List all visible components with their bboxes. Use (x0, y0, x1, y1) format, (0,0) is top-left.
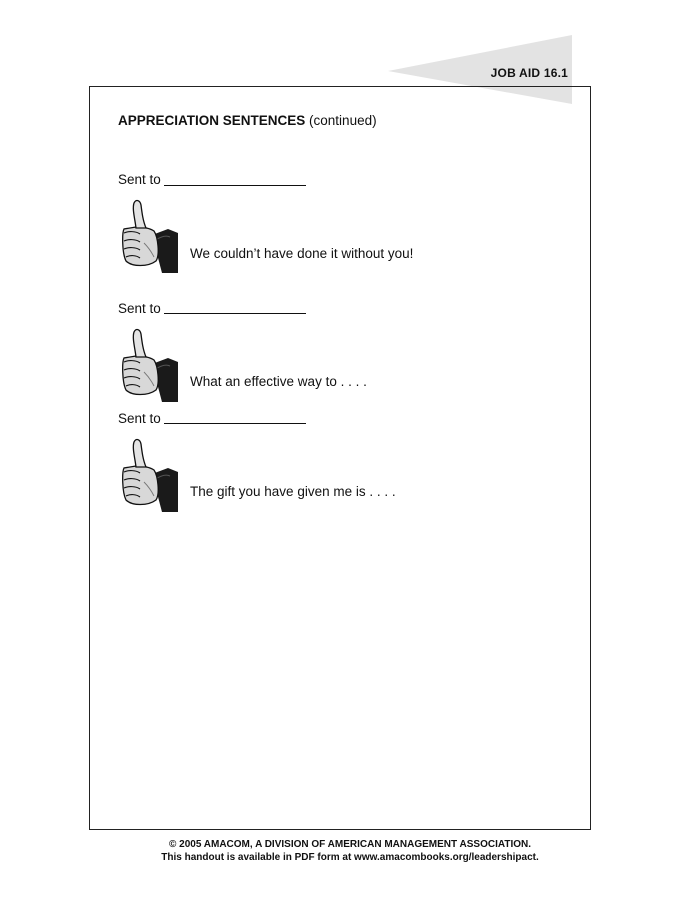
thumbs-up-icon (118, 326, 178, 402)
sent-to-label-2: Sent to (118, 301, 161, 316)
sent-to-blank-1[interactable] (164, 185, 306, 186)
sent-to-blank-2[interactable] (164, 313, 306, 314)
sent-to-label-1: Sent to (118, 172, 161, 187)
pdf-availability-line: This handout is available in PDF form at www.amacombooks.org/leadershipact. (161, 852, 539, 863)
job-aid-label: JOB AID 16.1 (490, 66, 568, 80)
thumbs-up-icon (118, 436, 178, 512)
page-title (118, 113, 377, 128)
appreciation-sentence-1: We couldn’t have done it without you! (190, 246, 414, 261)
copyright-line: © 2005 AMACOM, A DIVISION OF AMERICAN MANAGEMENT ASSOCIATION. (168, 839, 532, 850)
sent-to-blank-3[interactable] (164, 423, 306, 424)
appreciation-sentence-3: The gift you have given me is . . . . (190, 484, 396, 499)
appreciation-sentence-2: What an effective way to . . . . (190, 374, 367, 389)
page-title-main: APPRECIATION SENTENCES (118, 113, 306, 128)
sent-to-label-3: Sent to (118, 411, 161, 426)
thumbs-up-icon (118, 197, 178, 273)
copyright-footer (0, 838, 678, 864)
page-title-continued: (continued) (309, 113, 377, 128)
